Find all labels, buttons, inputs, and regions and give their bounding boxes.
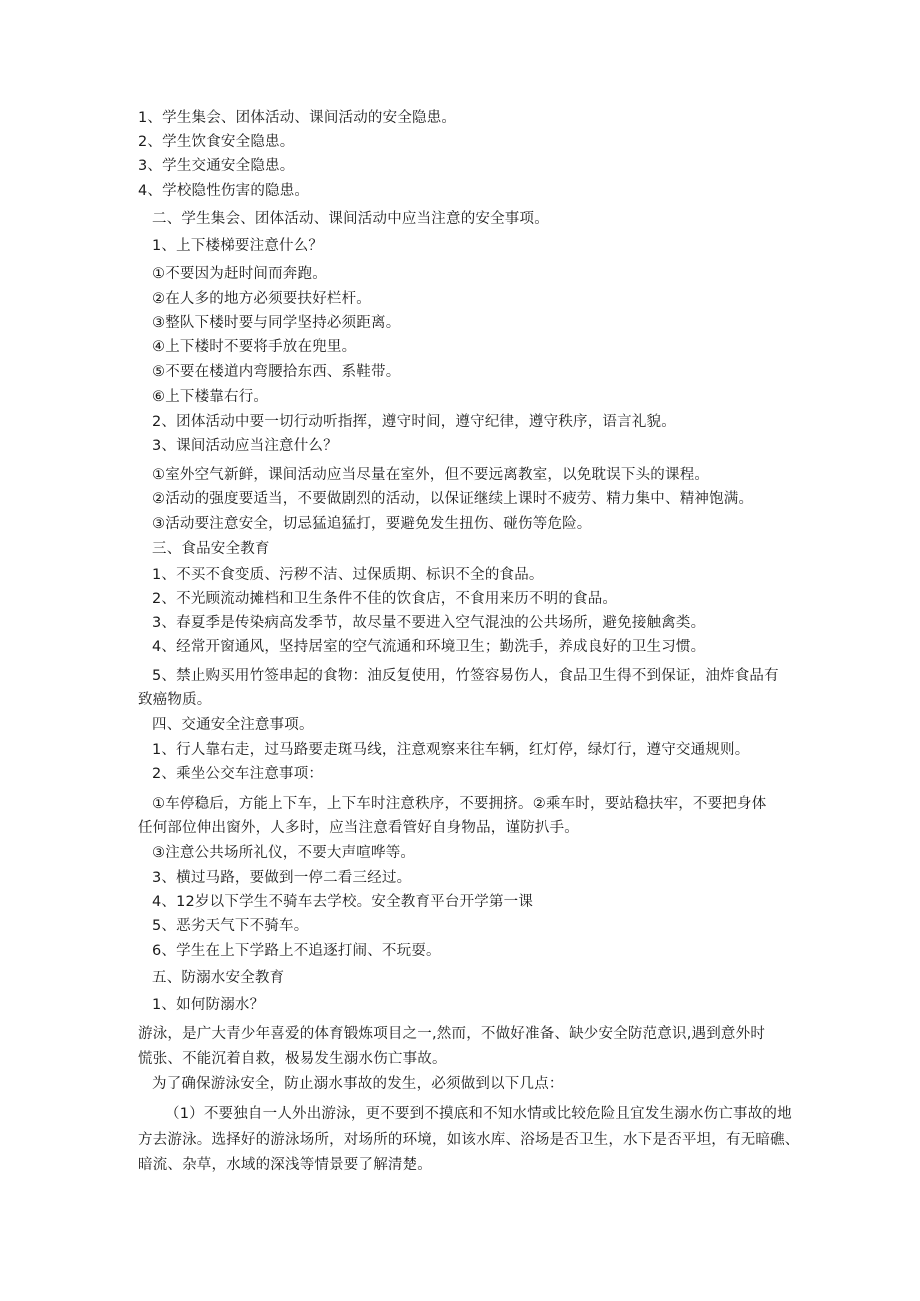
section-heading: 四、交通安全注意事项。 — [152, 717, 314, 733]
text-line: ①不要因为赶时间而奔跑。 — [152, 266, 327, 282]
text-line: ③整队下楼时要与同学坚持必须距离。 — [152, 315, 401, 331]
text-line: 致癌物质。 — [138, 692, 212, 708]
text-line: 游泳，是广大青少年喜爱的体育锻炼项目之一,然而，不做好准备、缺少安全防范意识,遇到意外时 — [138, 1026, 766, 1042]
text-line: 3、横过马路，要做到一停二看三经过。 — [152, 870, 412, 886]
text-line: ⑥上下楼靠右行。 — [152, 389, 269, 405]
text-line: 4、12岁以下学生不骑车去学校。安全教育平台开学第一课 — [152, 894, 534, 910]
text-line: 3、学生交通安全隐患。 — [138, 158, 295, 174]
text-line: ②在人多的地方必须要扶好栏杆。 — [152, 291, 371, 307]
text-line: 2、团体活动中要一切行动听指挥，遵守时间，遵守纪律，遵守秩序，语言礼貌。 — [152, 414, 676, 430]
text-line: ③活动要注意安全，切忌猛追猛打，要避免发生扭伤、碰伤等危险。 — [152, 516, 592, 532]
text-line: ④上下楼时不要将手放在兜里。 — [152, 339, 357, 355]
section-heading: 二、学生集会、团体活动、课间活动中应当注意的安全事项。 — [152, 211, 549, 227]
text-line: 1、学生集会、团体活动、课间活动的安全隐患。 — [138, 110, 457, 126]
text-line: 1、上下楼梯要注意什么？ — [152, 238, 324, 254]
text-line: 4、学校隐性伤害的隐患。 — [138, 183, 310, 199]
text-line: ③注意公共场所礼仪，不要大声喧哗等。 — [152, 845, 416, 861]
text-line: 2、乘坐公交车注意事项： — [152, 766, 324, 782]
section-heading: 五、防溺水安全教育 — [152, 970, 285, 986]
text-line: 5、禁止购买用竹签串起的食物：油反复使用，竹签容易伤人，食品卫生得不到保证，油炸食品有 — [152, 668, 779, 684]
text-line: （1）不要独自一人外出游泳，更不要到不摸底和不知水情或比较危险且宜发生溺水伤亡事故的地 — [165, 1106, 792, 1122]
text-line: 方去游泳。选择好的游泳场所，对场所的环境，如该水库、浴场是否卫生，水下是否平坦，有无暗礁、 — [138, 1132, 800, 1148]
text-line: ⑤不要在楼道内弯腰拾东西、系鞋带。 — [152, 364, 401, 380]
text-line: 为了确保游泳安全，防止溺水事故的发生，必须做到以下几点： — [152, 1076, 564, 1092]
text-line: 2、学生饮食安全隐患。 — [138, 134, 295, 150]
text-line: 暗流、杂草，水域的深浅等情景要了解清楚。 — [138, 1157, 432, 1173]
text-line: 6、学生在上下学路上不追逐打闹、不玩耍。 — [152, 943, 441, 959]
text-line: 4、经常开窗通风，坚持居室的空气流通和环境卫生；勤洗手，养成良好的卫生习惯。 — [152, 639, 706, 655]
text-line: 1、如何防溺水？ — [152, 997, 265, 1013]
text-line: 3、课间活动应当注意什么？ — [152, 438, 338, 454]
text-line: ②活动的强度要适当，不要做剧烈的活动，以保证继续上课时不疲劳、精力集中、精神饱满。 — [152, 491, 754, 507]
text-line: 1、行人靠右走，过马路要走斑马线，注意观察来往车辆，红灯停，绿灯行，遵守交通规则。 — [152, 742, 750, 758]
text-line: ①车停稳后，方能上下车，上下车时注意秩序，不要拥挤。②乘车时，要站稳扶牢，不要把身体 — [152, 796, 767, 812]
section-heading: 三、食品安全教育 — [152, 541, 270, 557]
text-line: 1、不买不食变质、污秽不洁、过保质期、标识不全的食品。 — [152, 567, 544, 583]
text-line: 2、不光顾流动摊档和卫生条件不佳的饮食店，不食用来历不明的食品。 — [152, 591, 618, 607]
text-line: 3、春夏季是传染病高发季节，故尽量不要进入空气混浊的公共场所，避免接触禽类。 — [152, 615, 706, 631]
text-line: 5、恶劣天气下不骑车。 — [152, 918, 309, 934]
text-line: ①室外空气新鲜，课间活动应当尽量在室外，但不要远离教室，以免耽误下头的课程。 — [152, 467, 710, 483]
text-line: 任何部位伸出窗外，人多时，应当注意看管好自身物品，谨防扒手。 — [138, 820, 579, 836]
text-line: 慌张、不能沉着自救，极易发生溺水伤亡事故。 — [138, 1051, 447, 1067]
